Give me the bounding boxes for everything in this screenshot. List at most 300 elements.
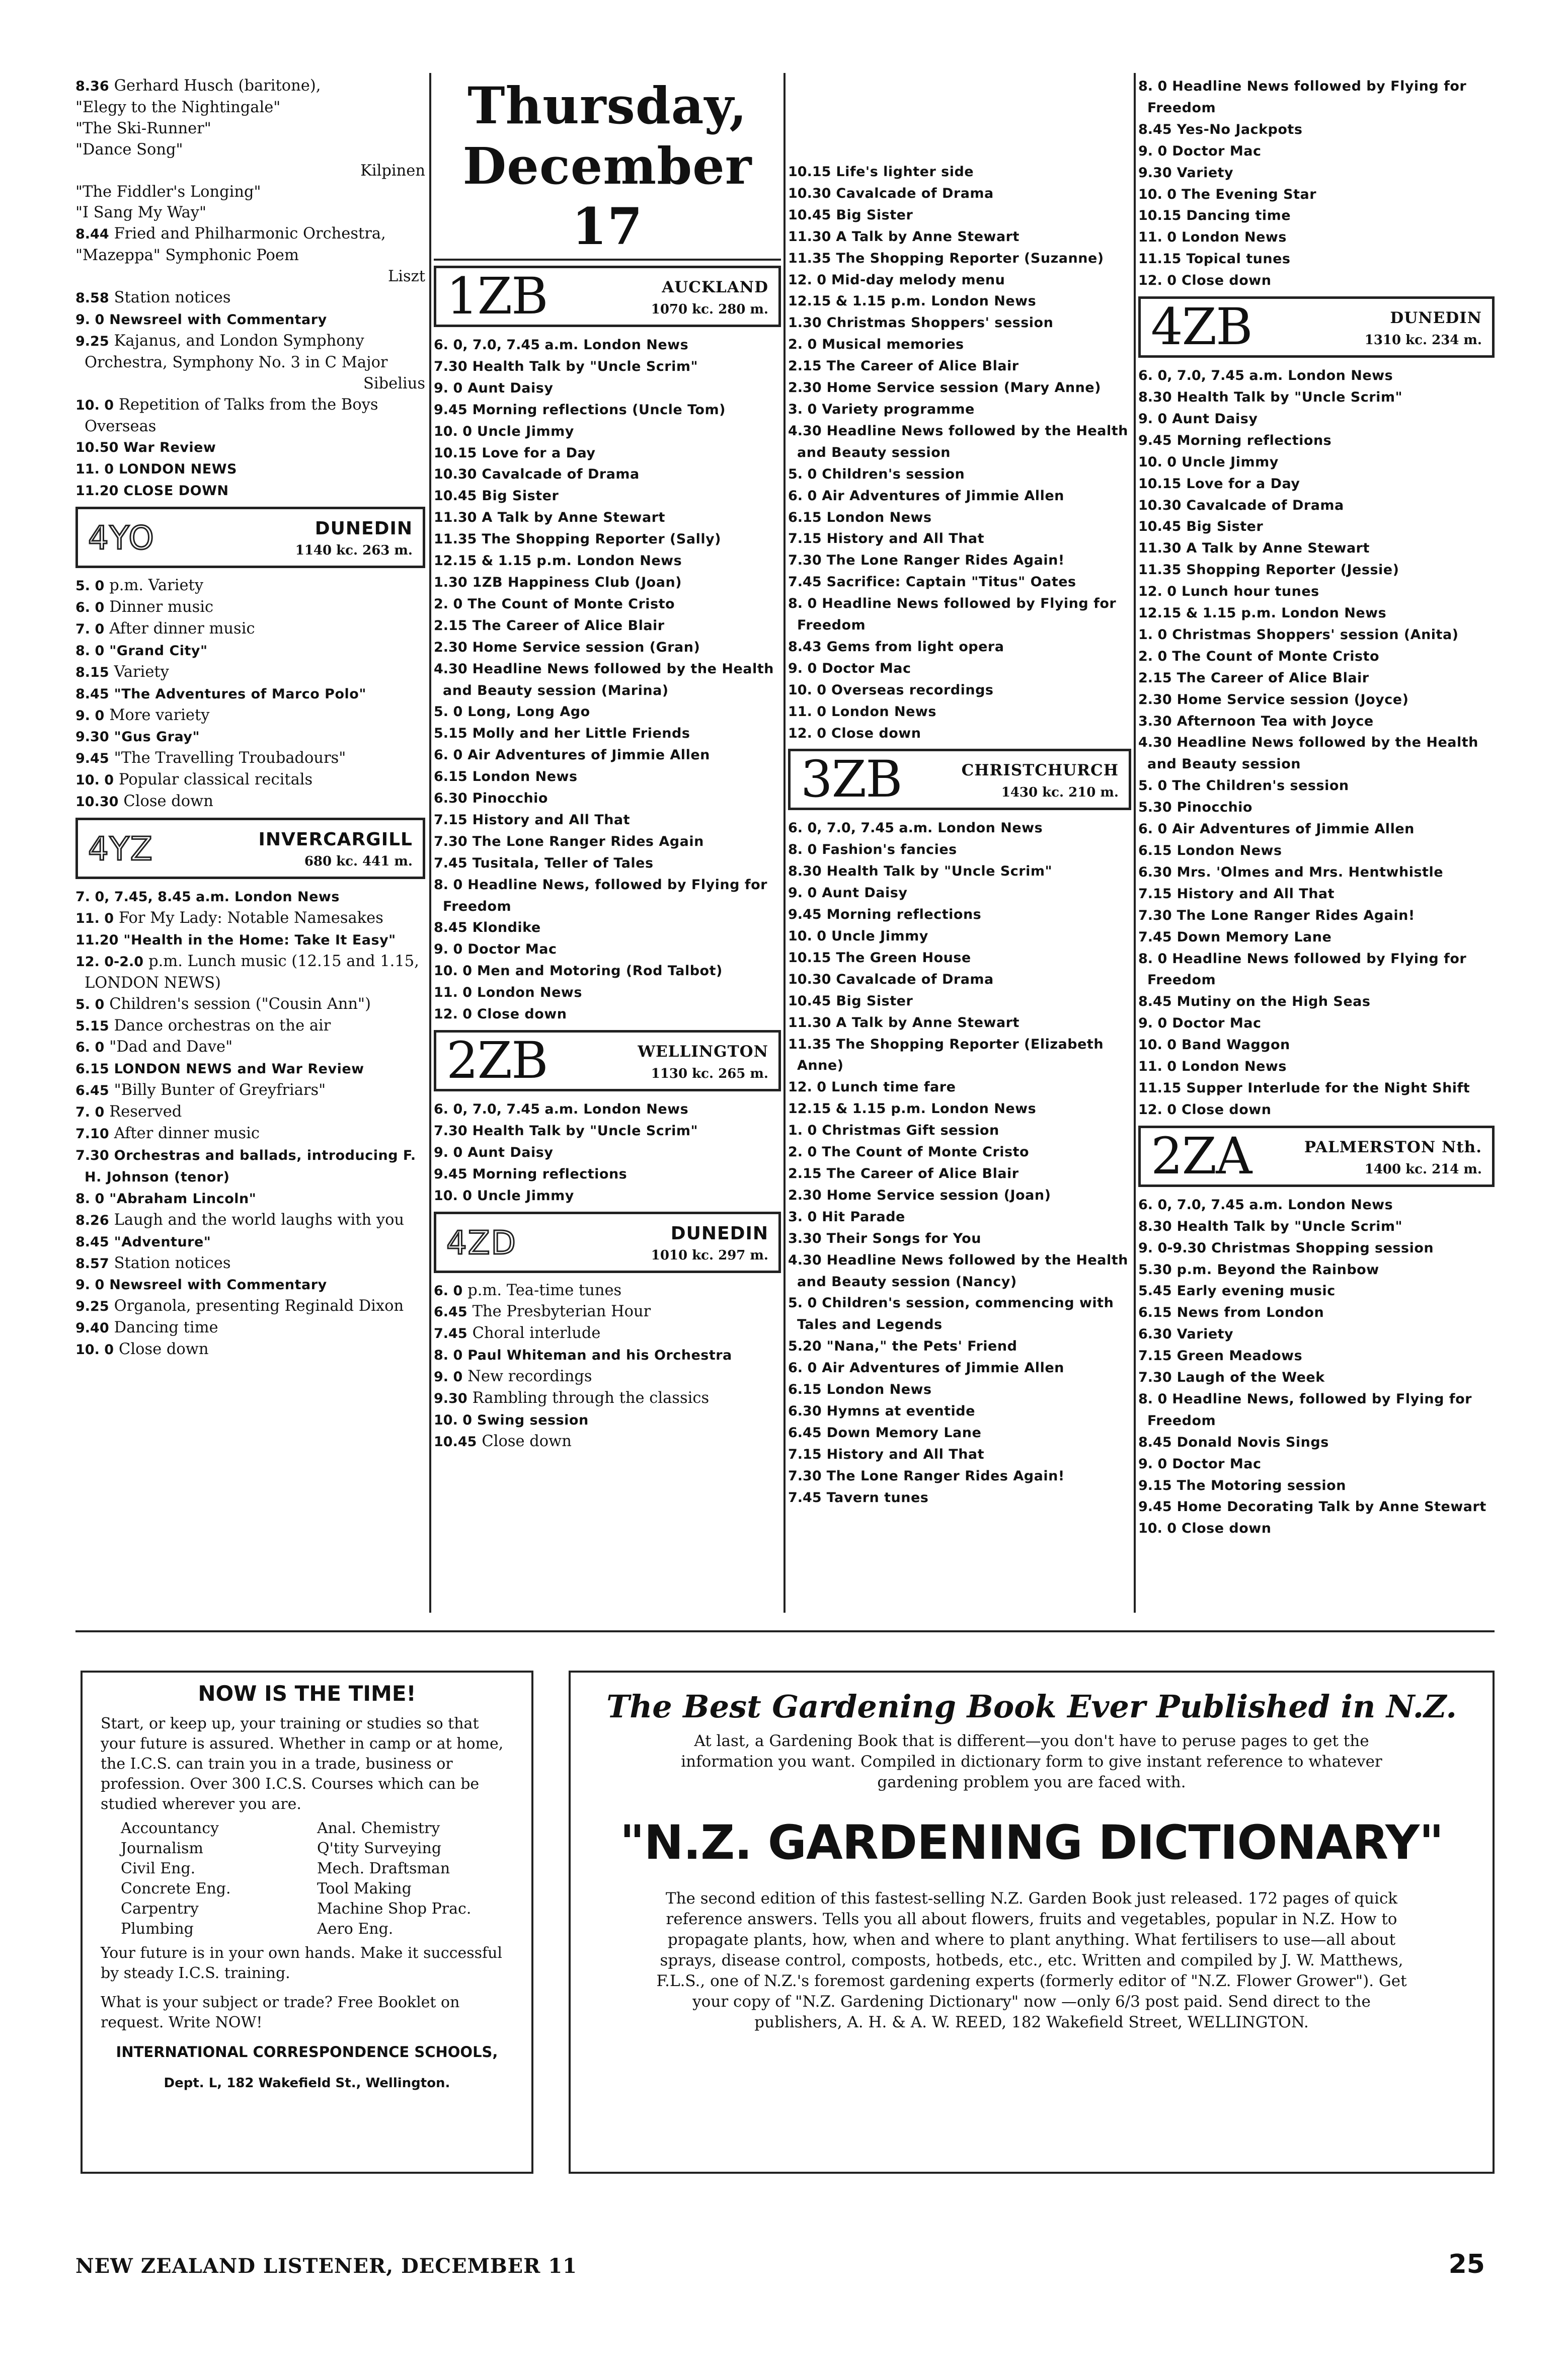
programme-entry bbox=[1138, 1099, 1495, 1121]
programme-entry bbox=[434, 507, 781, 528]
programme-time: 9. 0 bbox=[788, 885, 817, 901]
programme-entry bbox=[1138, 732, 1495, 775]
programme-title: Uncle Jimmy bbox=[831, 928, 928, 944]
station-frequency: 1310 kc. 234 m. bbox=[1364, 333, 1482, 348]
programme-entry bbox=[1138, 226, 1495, 248]
column-1 bbox=[75, 75, 425, 1361]
programme-entry bbox=[434, 421, 781, 442]
programme-time: 12. 0-2.0 bbox=[75, 954, 144, 970]
programme-entry bbox=[1138, 365, 1495, 386]
programme-title: Swing session bbox=[477, 1412, 589, 1428]
programme-time: 5. 0 bbox=[788, 466, 817, 482]
ad-body: The second edition of this fastest-selling N.Z. Garden Book just released. 172 pages of quick reference answers. Tells you all about flowers, fruits and vegetables, popular in N.Z. How to propagate plants, how, when and where to plant anything. What fertilisers to use—all about sprays, disease control, composts, hotbeds, etc., etc. Written and compiled by J. W. Matthews, F.L.S., one of N.Z.'s foremost gardening experts (formerly editor of "N.Z. Flower Grower"). Get your copy of "N.Z. Gardening Dictionary" now —only 6/3 post paid. Send direct to the publishers, A. H. & A. W. REED, 182 Wakefield Street, WELLINGTON. bbox=[656, 1889, 1407, 2031]
programme-entry bbox=[75, 75, 425, 97]
programme-entry bbox=[75, 1210, 425, 1231]
programme-entry bbox=[1138, 451, 1495, 473]
programme-title: The Count of Monte Cristo bbox=[1172, 648, 1380, 664]
programme-title: Molly and her Little Friends bbox=[472, 726, 690, 742]
station-frequency: 680 kc. 441 m. bbox=[304, 854, 413, 870]
programme-time: 10. 0 bbox=[1138, 186, 1177, 202]
programme-title: Health Talk by "Uncle Scrim" bbox=[1177, 1218, 1403, 1234]
programme-title: Aunt Daisy bbox=[822, 885, 908, 901]
programme-time: 7.15 bbox=[788, 531, 822, 547]
programme-entry bbox=[75, 1145, 425, 1188]
programme-time: 11.30 bbox=[1138, 540, 1182, 557]
programme-entry bbox=[788, 658, 1131, 679]
programme-title: Gems from light opera bbox=[826, 639, 1004, 655]
station-callsign: 4ZD bbox=[446, 1224, 517, 1262]
programme-time: 7. 0 bbox=[75, 1104, 105, 1121]
programme-entry bbox=[1138, 1453, 1495, 1475]
programme-time: 9. 0 bbox=[434, 380, 463, 396]
programme-title: History and All That bbox=[472, 812, 631, 828]
programme-time: 7.30 bbox=[434, 833, 467, 849]
programme-title: For My Lady: Notable Namesakes bbox=[119, 909, 383, 927]
programme-title: London News bbox=[472, 769, 578, 785]
programme-title: Home Service session (Joan) bbox=[826, 1187, 1051, 1203]
programme-entry bbox=[788, 1292, 1131, 1335]
programme-time: 8.30 bbox=[1138, 389, 1172, 405]
programme-entry bbox=[75, 1317, 425, 1339]
programme-entry bbox=[1138, 861, 1495, 883]
programme-title: "The Travelling Troubadours" bbox=[114, 749, 346, 767]
programme-entry bbox=[434, 377, 781, 399]
programme-title: Headline News followed by Flying for Freedom bbox=[1147, 78, 1467, 116]
programme-time: 9.45 bbox=[434, 402, 467, 418]
programme-entry bbox=[788, 549, 1131, 571]
programme-title: The Career of Alice Blair bbox=[826, 358, 1019, 374]
programme-title: The Count of Monte Cristo bbox=[822, 1144, 1030, 1160]
programme-entry bbox=[788, 1335, 1131, 1357]
programme-title: Choral interlude bbox=[472, 1324, 601, 1342]
programme-title: News from London bbox=[1177, 1305, 1324, 1321]
programme-time: 6. 0, 7.0, 7.45 a.m. bbox=[434, 1101, 579, 1117]
programme-entry bbox=[788, 1141, 1131, 1163]
programme-entry bbox=[1138, 1034, 1495, 1056]
programme-title: Afternoon Tea with Joyce bbox=[1177, 713, 1374, 729]
programme-title: "The Adventures of Marco Polo" bbox=[114, 686, 366, 702]
programme-title: Overseas recordings bbox=[831, 682, 994, 698]
programme-time: 5. 0 bbox=[75, 578, 105, 594]
book-title: "N.Z. GARDENING DICTIONARY" bbox=[619, 1815, 1444, 1870]
programme-title: "Abraham Lincoln" bbox=[109, 1191, 257, 1207]
programme-time: 6. 0 bbox=[1138, 821, 1167, 837]
programme-time: 6.15 bbox=[1138, 1305, 1172, 1321]
programme-time: 6.30 bbox=[1138, 864, 1172, 880]
programme-title: The Career of Alice Blair bbox=[472, 617, 665, 634]
programme-entry bbox=[1138, 473, 1495, 495]
programme-title: Laugh and the world laughs with you bbox=[114, 1211, 405, 1229]
programme-time: 2. 0 bbox=[1138, 648, 1167, 664]
programme-title: Men and Motoring (Rod Talbot) bbox=[477, 963, 723, 979]
programme-time: 11. 0 bbox=[75, 461, 114, 478]
programme-entry bbox=[1138, 162, 1495, 184]
programme-title: Air Adventures of Jimmie Allen bbox=[467, 747, 710, 763]
programme-title: Aunt Daisy bbox=[1172, 411, 1258, 427]
programme-time: 8.45 bbox=[434, 920, 467, 936]
programme-title: London News bbox=[1177, 843, 1282, 858]
station-callsign: 4YO bbox=[88, 520, 155, 558]
station-callsign: 2ZA bbox=[1151, 1126, 1251, 1186]
programme-entry bbox=[434, 463, 781, 485]
station-header bbox=[75, 507, 425, 568]
course-item: Journalism bbox=[121, 1840, 203, 1857]
programme-time: 9.45 bbox=[1138, 432, 1172, 448]
programme-time: 10.45 bbox=[434, 1434, 477, 1450]
programme-title: Headline News, followed by Flying for Freedom bbox=[1147, 1391, 1472, 1429]
programme-title: London News bbox=[826, 1382, 932, 1398]
programme-time: 6.15 bbox=[788, 1382, 822, 1398]
programme-title: The Children's session bbox=[1172, 778, 1349, 794]
programme-time: 7.45 bbox=[1138, 929, 1172, 945]
programme-title: Dance orchestras on the air bbox=[114, 1016, 331, 1035]
programme-title: The Shopping Reporter (Elizabeth Anne) bbox=[797, 1036, 1104, 1074]
programme-time: 9.45 bbox=[75, 751, 109, 767]
programme-entry bbox=[1138, 1323, 1495, 1345]
programme-entry bbox=[788, 463, 1131, 485]
programme-title: Close down bbox=[477, 1006, 567, 1022]
programme-entry bbox=[1138, 516, 1495, 537]
programme-time: 7.10 bbox=[75, 1126, 109, 1142]
programme-title: Home Service session (Joyce) bbox=[1177, 691, 1409, 707]
programme-time: 9. 0 bbox=[1138, 411, 1167, 427]
programme-title: LONDON NEWS and War Review bbox=[114, 1061, 364, 1077]
programme-title: War Review bbox=[123, 440, 216, 456]
programme-time: 11.15 bbox=[1138, 251, 1182, 267]
programme-entry bbox=[75, 640, 425, 662]
course-item: Machine Shop Prac. bbox=[317, 1900, 472, 1918]
programme-entry bbox=[434, 982, 781, 1003]
programme-title: Close down bbox=[119, 1340, 209, 1359]
programme-entry bbox=[434, 528, 781, 550]
programme-time: 9. 0 bbox=[1138, 1015, 1167, 1032]
programme-title: Variety bbox=[1177, 1326, 1234, 1342]
programme-title: p.m. London News bbox=[536, 553, 682, 569]
programme-entry bbox=[75, 575, 425, 597]
programme-entry bbox=[75, 1274, 425, 1296]
programme-entry bbox=[434, 442, 781, 464]
programme-title: Kajanus, and London Symphony Orchestra, Symphony No. 3 in C Major bbox=[85, 332, 388, 371]
programme-entry bbox=[75, 394, 425, 437]
programme-entry bbox=[788, 1034, 1131, 1077]
programme-entry bbox=[75, 886, 425, 908]
ad-future-text: Your future is in your own hands. Make it successful by steady I.C.S. training. bbox=[101, 1944, 503, 1982]
programme-title: The Count of Monte Cristo bbox=[467, 596, 675, 612]
programme-time: 2.30 bbox=[788, 380, 822, 396]
programme-time: 9. 0 bbox=[75, 707, 105, 724]
programme-entry bbox=[1138, 495, 1495, 516]
programme-entry bbox=[788, 334, 1131, 355]
programme-entry bbox=[75, 1080, 425, 1101]
programme-title: Their Songs for You bbox=[826, 1230, 981, 1246]
programme-entry bbox=[788, 860, 1131, 882]
programme-title: Health Talk by "Uncle Scrim" bbox=[472, 1123, 698, 1139]
programme-title: Doctor Mac bbox=[467, 941, 557, 958]
programme-entry bbox=[75, 908, 425, 929]
station-header bbox=[75, 818, 425, 879]
programme-time: 5.15 bbox=[75, 1018, 109, 1034]
programme-time: 11. 0 bbox=[1138, 1059, 1177, 1075]
programme-title: Pinocchio bbox=[1177, 800, 1252, 816]
programme-title: Dancing time bbox=[114, 1319, 218, 1337]
programme-entry bbox=[788, 290, 1131, 312]
programme-time: 7.45 bbox=[434, 1326, 467, 1342]
programme-entry bbox=[75, 791, 425, 813]
programme-entry bbox=[434, 1409, 781, 1431]
programme-entry bbox=[75, 994, 425, 1015]
programme-entry bbox=[1138, 602, 1495, 624]
programme-entry bbox=[434, 1345, 781, 1366]
programme-title: London News bbox=[1288, 1197, 1393, 1213]
programme-time: 8.43 bbox=[788, 639, 822, 655]
programme-entry bbox=[75, 929, 425, 951]
programme-time: 2.15 bbox=[434, 617, 467, 634]
programme-entry bbox=[1138, 537, 1495, 559]
programme-entry bbox=[788, 420, 1131, 463]
programme-title: New recordings bbox=[467, 1368, 592, 1386]
programme-title: Doctor Mac bbox=[1172, 143, 1262, 159]
station-frequency: 1140 kc. 263 m. bbox=[295, 543, 413, 559]
programme-title: The Career of Alice Blair bbox=[1177, 670, 1369, 686]
programme-time: 8.45 bbox=[75, 686, 109, 702]
station-header bbox=[434, 266, 781, 327]
programme-time: 6. 0, 7.0, 7.45 a.m. bbox=[434, 337, 579, 353]
programme-time: 1.30 bbox=[434, 574, 467, 590]
programme-time: 11.35 bbox=[1138, 562, 1182, 578]
programme-entry bbox=[1138, 775, 1495, 797]
programme-entry bbox=[75, 1231, 425, 1253]
programme-time: 8. 0 bbox=[1138, 951, 1167, 967]
programme-title: Sibelius bbox=[363, 374, 425, 392]
ad-heading: The Best Gardening Book Ever Published in N.Z. bbox=[606, 1688, 1457, 1725]
programme-title: The Lone Ranger Rides Again! bbox=[826, 552, 1065, 569]
programme-entry bbox=[434, 1163, 781, 1185]
programme-title: Close down bbox=[1182, 1101, 1272, 1118]
programme-title: Big Sister bbox=[482, 488, 559, 504]
programme-title: "Mazeppa" Symphonic Poem bbox=[75, 247, 299, 265]
programme-entry bbox=[434, 1098, 781, 1120]
programme-title: Organola, presenting Reginald Dixon bbox=[114, 1297, 404, 1315]
programme-title: London News bbox=[234, 889, 340, 905]
programme-title: Children's session ("Cousin Ann") bbox=[109, 995, 371, 1013]
programme-title: Band Waggon bbox=[1182, 1037, 1290, 1053]
programme-time: 8.26 bbox=[75, 1212, 109, 1228]
programme-time: 10. 0 bbox=[1138, 454, 1177, 470]
programme-time: 9. 0 bbox=[434, 941, 463, 958]
programme-time: 12. 0 bbox=[434, 1006, 473, 1022]
programme-entry bbox=[434, 1280, 781, 1302]
programme-time: 2. 0 bbox=[434, 596, 463, 612]
course-item: Plumbing bbox=[121, 1920, 194, 1938]
programme-title: Doctor Mac bbox=[1172, 1456, 1262, 1472]
programme-entry bbox=[788, 1487, 1131, 1509]
programme-title: The Shopping Reporter (Sally) bbox=[482, 531, 722, 547]
programme-title: Down Memory Lane bbox=[1177, 929, 1332, 945]
programme-entry bbox=[1138, 797, 1495, 818]
station-header bbox=[788, 749, 1131, 810]
programme-time: 5. 0 bbox=[75, 996, 105, 1012]
programme-entry bbox=[788, 990, 1131, 1012]
programme-title: Fashion's fancies bbox=[822, 842, 957, 858]
course-item: Mech. Draftsman bbox=[317, 1860, 450, 1877]
programme-time: 6. 0, 7.0, 7.45 a.m. bbox=[1138, 368, 1283, 384]
programme-time: 7.30 bbox=[788, 552, 822, 569]
programme-time: 8.57 bbox=[75, 1255, 109, 1272]
programme-entry bbox=[1138, 883, 1495, 905]
programme-entry bbox=[75, 331, 425, 373]
programme-title: London News bbox=[477, 985, 582, 1001]
programme-entry bbox=[434, 658, 781, 701]
programme-time: 2.15 bbox=[1138, 670, 1172, 686]
programme-entry bbox=[75, 266, 425, 287]
programme-time: 6. 0, 7.0, 7.45 a.m. bbox=[788, 820, 933, 836]
programme-title: Newsreel with Commentary bbox=[109, 311, 327, 328]
programme-entry bbox=[434, 874, 781, 917]
programme-title: Air Adventures of Jimmie Allen bbox=[822, 1360, 1064, 1376]
programme-entry bbox=[75, 683, 425, 705]
programme-time: 9.25 bbox=[75, 1299, 109, 1315]
programme-entry bbox=[75, 309, 425, 331]
programme-entry bbox=[434, 852, 781, 874]
programme-title: Christmas Shoppers' session (Anita) bbox=[1172, 626, 1459, 643]
programme-entry bbox=[788, 1184, 1131, 1206]
programme-time: 11. 0 bbox=[75, 911, 114, 926]
programme-title: Children's session bbox=[822, 466, 965, 482]
programme-entry bbox=[1138, 1216, 1495, 1237]
programme-title: A Talk by Anne Stewart bbox=[836, 1014, 1020, 1031]
programme-time: 8.45 bbox=[1138, 1434, 1172, 1450]
programme-entry bbox=[1138, 926, 1495, 948]
programme-entry bbox=[75, 1015, 425, 1037]
programme-title: Headline News followed by the Health and Beauty session bbox=[797, 423, 1128, 460]
programme-entry bbox=[434, 615, 781, 637]
programme-time: 12.15 & 1.15 bbox=[788, 1101, 886, 1117]
station-city: DUNEDIN bbox=[1390, 309, 1482, 328]
programme-title: The Evening Star bbox=[1182, 186, 1317, 202]
programme-time: 7.30 bbox=[434, 1123, 467, 1139]
programme-time: 6.15 bbox=[788, 509, 822, 525]
programme-entry bbox=[434, 723, 781, 744]
page-number: 25 bbox=[1448, 2249, 1485, 2279]
programme-title: Hit Parade bbox=[822, 1209, 905, 1225]
programme-entry bbox=[1138, 581, 1495, 602]
programme-title: Reserved bbox=[109, 1103, 182, 1121]
programme-title: Home Service session (Mary Anne) bbox=[826, 380, 1101, 396]
programme-time: 9.25 bbox=[75, 333, 109, 349]
programme-title: "Dance Song" bbox=[75, 140, 183, 159]
programme-time: 10.30 bbox=[788, 971, 831, 987]
programme-entry bbox=[75, 705, 425, 727]
programme-title: Morning reflections bbox=[826, 907, 982, 923]
programme-time: 11. 0 bbox=[788, 703, 827, 720]
programme-entry bbox=[1138, 1280, 1495, 1302]
programme-title: London News bbox=[826, 509, 932, 525]
programme-entry bbox=[434, 1120, 781, 1142]
programme-title: The Lone Ranger Rides Again! bbox=[1177, 907, 1415, 923]
programme-time: 9.30 bbox=[434, 1391, 467, 1407]
programme-title: p.m. Beyond the Rainbow bbox=[1177, 1261, 1379, 1278]
ad-booklet-text: What is your subject or trade? Free Booklet on request. Write NOW! bbox=[101, 1994, 460, 2031]
programme-entry bbox=[788, 399, 1131, 420]
programme-time: 9.45 bbox=[1138, 1499, 1172, 1515]
programme-time: 10.15 bbox=[1138, 208, 1182, 224]
programme-title: Cavalcade of Drama bbox=[836, 185, 994, 201]
course-item: Tool Making bbox=[317, 1880, 412, 1898]
programme-title: Klondike bbox=[472, 920, 541, 936]
programme-time: 2. 0 bbox=[788, 337, 817, 353]
programme-entry bbox=[75, 182, 425, 203]
programme-time: 7.45 bbox=[788, 1489, 822, 1506]
column-rule bbox=[783, 73, 786, 1613]
programme-entry bbox=[1138, 430, 1495, 451]
programme-entry bbox=[75, 769, 425, 791]
programme-entry bbox=[1138, 1367, 1495, 1388]
programme-title: Station notices bbox=[114, 1254, 231, 1272]
programme-entry bbox=[788, 882, 1131, 904]
programme-title: p.m. Variety bbox=[109, 577, 204, 595]
programme-entry bbox=[434, 637, 781, 658]
programme-time: 8.30 bbox=[788, 863, 822, 880]
programme-title: Paul Whiteman and his Orchestra bbox=[467, 1348, 732, 1364]
programme-title: More variety bbox=[109, 706, 210, 724]
programme-entry bbox=[788, 355, 1131, 377]
programme-entry bbox=[1138, 1077, 1495, 1099]
programme-time: 9.40 bbox=[75, 1320, 109, 1336]
programme-title: Rambling through the classics bbox=[472, 1389, 710, 1407]
programme-title: Headline News followed by the Health and Beauty session (Marina) bbox=[443, 661, 774, 698]
programme-title: p.m. London News bbox=[891, 1101, 1037, 1117]
programme-entry bbox=[788, 1206, 1131, 1228]
station-header bbox=[1138, 1126, 1495, 1187]
programme-title: "Billy Bunter of Greyfriars" bbox=[114, 1081, 326, 1099]
programme-title: Down Memory Lane bbox=[826, 1425, 982, 1441]
programme-time: 2.30 bbox=[434, 639, 467, 655]
programme-entry bbox=[788, 571, 1131, 593]
programme-title: After dinner music bbox=[109, 619, 255, 638]
programme-time: 11.30 bbox=[788, 228, 831, 245]
programme-entry bbox=[788, 312, 1131, 334]
programme-time: 11.35 bbox=[434, 531, 477, 547]
programme-time: 10.30 bbox=[434, 466, 477, 483]
programme-title: Uncle Jimmy bbox=[477, 423, 574, 439]
programme-time: 12. 0 bbox=[1138, 273, 1177, 289]
programme-entry bbox=[788, 1120, 1131, 1141]
programme-title: Sacrifice: Captain "Titus" Oates bbox=[826, 574, 1076, 590]
programme-title: Topical tunes bbox=[1186, 251, 1291, 267]
programme-time: 10. 0 bbox=[75, 772, 114, 788]
programme-entry bbox=[434, 831, 781, 852]
programme-time: 9. 0-9.30 bbox=[1138, 1240, 1207, 1256]
programme-time: 8. 0 bbox=[1138, 78, 1167, 94]
programme-entry bbox=[1138, 184, 1495, 205]
programme-time: 9. 0 bbox=[75, 311, 105, 328]
programme-entry bbox=[1138, 905, 1495, 926]
programme-time: 7.30 bbox=[788, 1468, 822, 1484]
programme-title: Morning reflections (Uncle Tom) bbox=[472, 402, 726, 418]
programme-title: Life's lighter side bbox=[836, 164, 974, 180]
programme-entry bbox=[788, 1357, 1131, 1379]
course-item: Anal. Chemistry bbox=[317, 1820, 440, 1837]
programme-title: "Nana," the Pets' Friend bbox=[826, 1338, 1017, 1355]
programme-entry bbox=[1138, 624, 1495, 646]
programme-title: p.m. Tea-time tunes bbox=[467, 1281, 622, 1299]
programme-entry bbox=[1138, 1056, 1495, 1077]
programme-title: Cavalcade of Drama bbox=[836, 971, 994, 987]
programme-entry bbox=[434, 1301, 781, 1323]
programme-entry bbox=[75, 726, 425, 748]
programme-title: A Talk by Anne Stewart bbox=[482, 510, 665, 526]
programme-title: The Lone Ranger Rides Again bbox=[472, 833, 704, 849]
